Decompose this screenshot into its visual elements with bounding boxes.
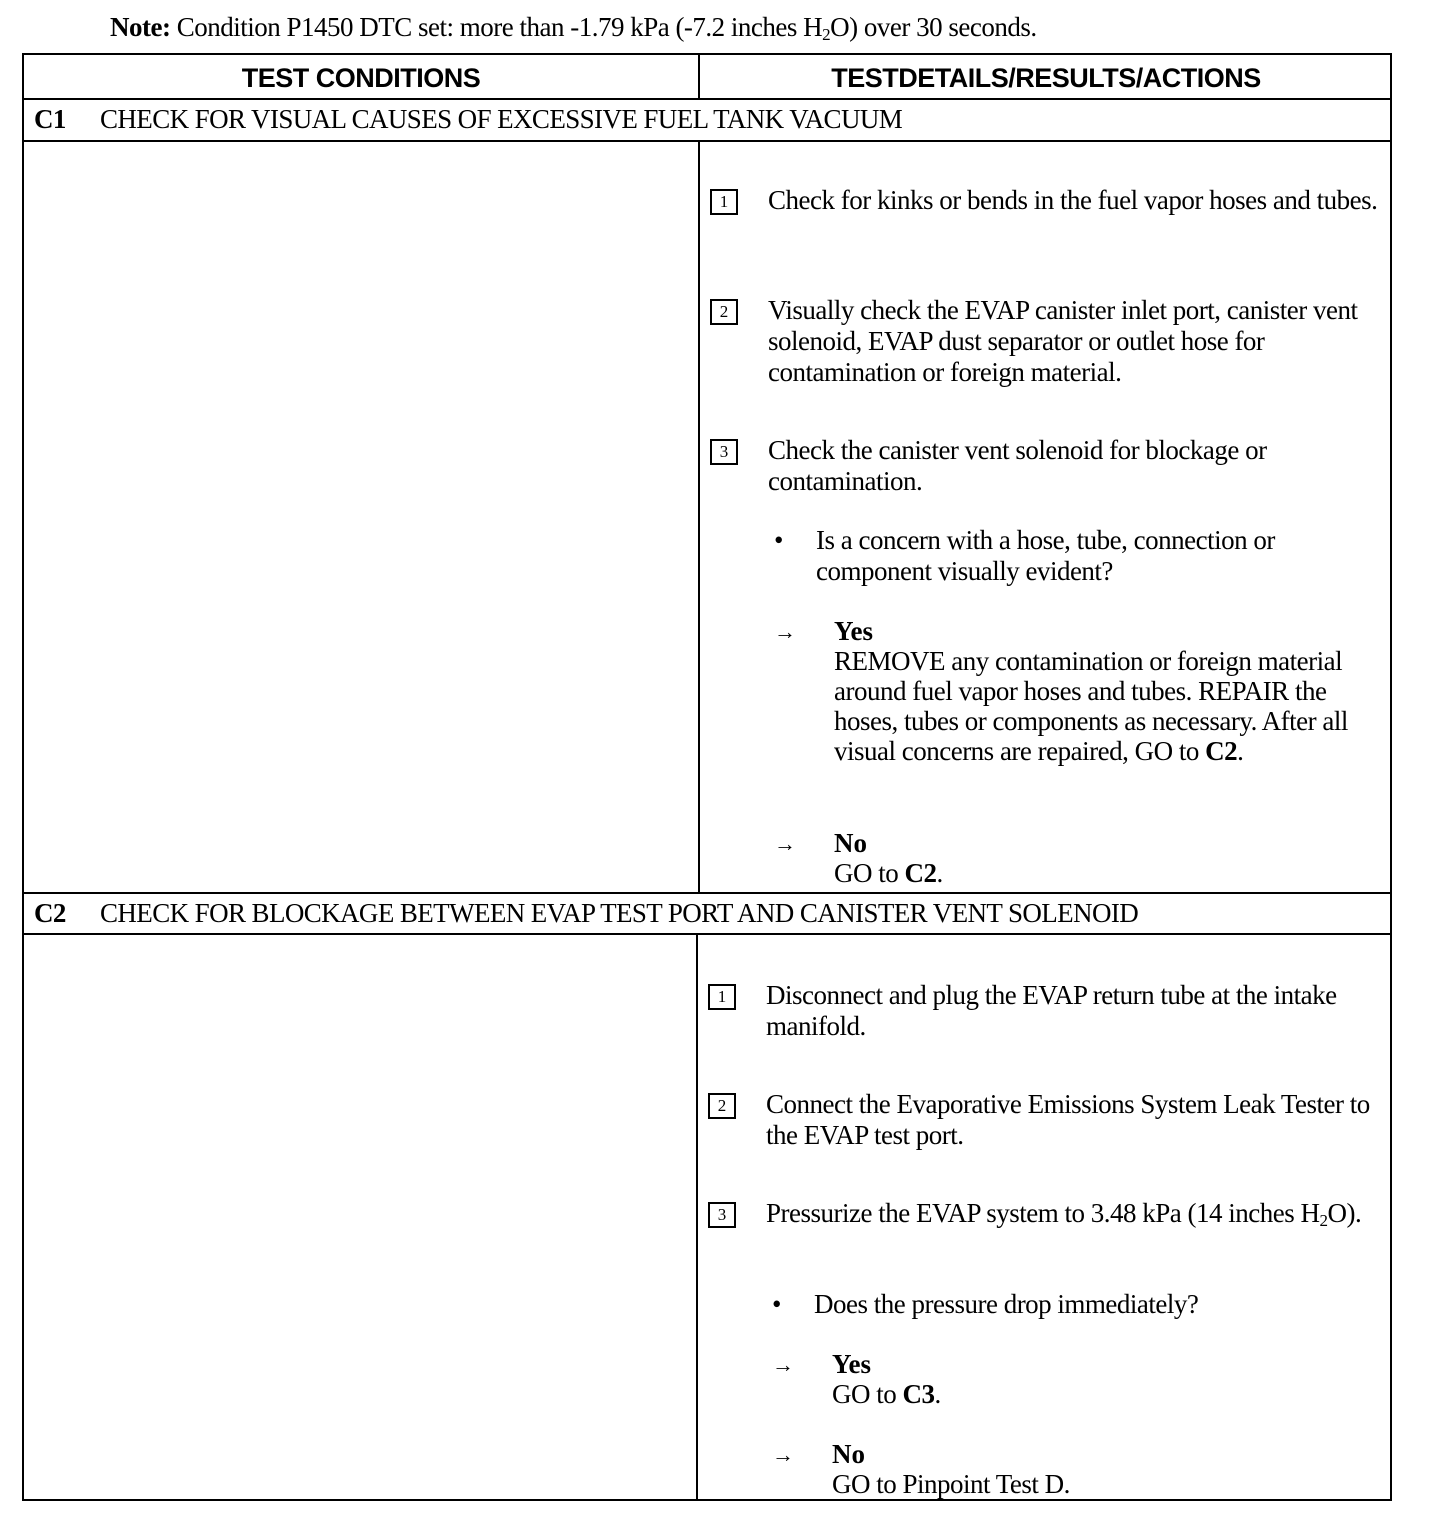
bullet-icon: •: [774, 525, 784, 555]
answer-label: No: [832, 1439, 865, 1469]
arrow-right-icon: →: [772, 1352, 794, 1377]
header-divider: [698, 55, 700, 98]
section-c1-divider: [698, 140, 700, 892]
section-c2-rule: [24, 933, 1390, 935]
step-text: Check the canister vent solenoid for blockage or contamination.: [768, 435, 1267, 496]
answer-text: REMOVE any contamination or foreign material around fuel vapor hoses and tubes. REPAIR the hoses, tubes or components as necessary. After all visual concerns are repaired, GO to C2.: [834, 646, 1348, 766]
step-number-box: 2: [710, 299, 738, 325]
step-text: Pressurize the EVAP system to 3.48 kPa (14 inches H2O).: [766, 1198, 1362, 1230]
step-number-box: 1: [710, 189, 738, 215]
step-number-box: 3: [708, 1202, 736, 1228]
step-number-box: 1: [708, 984, 736, 1010]
section-c1-bottom-rule: [24, 892, 1390, 894]
answer-label: Yes: [834, 616, 873, 646]
note-subscript: 2: [822, 25, 831, 44]
note-text: Condition P1450 DTC set: more than -1.79 kPa (-7.2 inches H: [170, 12, 823, 42]
answer-text: GO to Pinpoint Test D.: [832, 1469, 1070, 1499]
arrow-right-icon: →: [774, 619, 796, 644]
arrow-right-icon: →: [774, 831, 796, 856]
section-c2-code: C2: [34, 898, 66, 928]
note: [110, 12, 1037, 43]
step-number-box: 2: [708, 1093, 736, 1119]
bullet-icon: •: [772, 1289, 782, 1319]
header-rule: [24, 98, 1390, 100]
section-c2-title: [34, 898, 1138, 929]
section-c1-title: [34, 104, 902, 135]
step-text: Connect the Evaporative Emissions System Leak Tester to the EVAP test port.: [766, 1089, 1370, 1150]
step-text: Visually check the EVAP canister inlet port, canister vent solenoid, EVAP dust separator or outlet hose for contamination or foreign material.: [768, 295, 1358, 387]
section-c2-title-text: CHECK FOR BLOCKAGE BETWEEN EVAP TEST PORT AND CANISTER VENT SOLENOID: [100, 898, 1139, 928]
answer-label: No: [834, 828, 867, 858]
section-c2-divider: [696, 933, 698, 1501]
question-text: Does the pressure drop immediately?: [814, 1289, 1199, 1319]
arrow-right-icon: →: [772, 1442, 794, 1467]
section-c1-title-text: CHECK FOR VISUAL CAUSES OF EXCESSIVE FUEL TANK VACUUM: [100, 104, 903, 134]
answer-text: GO to C3.: [832, 1379, 941, 1409]
note-text-end: O) over 30 seconds.: [830, 12, 1037, 42]
diagnostic-table: [22, 53, 1392, 1501]
note-label: Note:: [110, 12, 171, 42]
step-number-box: 3: [710, 439, 738, 465]
answer-label: Yes: [832, 1349, 871, 1379]
header-test-conditions: TEST CONDITIONS: [241, 63, 481, 93]
question-text: Is a concern with a hose, tube, connection or component visually evident?: [816, 525, 1275, 586]
header-test-details: TESTDETAILS/RESULTS/ACTIONS: [831, 63, 1261, 93]
answer-text: GO to C2.: [834, 858, 943, 888]
section-c1-code: C1: [34, 104, 66, 134]
section-c1-rule: [24, 140, 1390, 142]
step-text: Check for kinks or bends in the fuel vapor hoses and tubes.: [768, 185, 1378, 215]
step-text: Disconnect and plug the EVAP return tube at the intake manifold.: [766, 980, 1337, 1041]
